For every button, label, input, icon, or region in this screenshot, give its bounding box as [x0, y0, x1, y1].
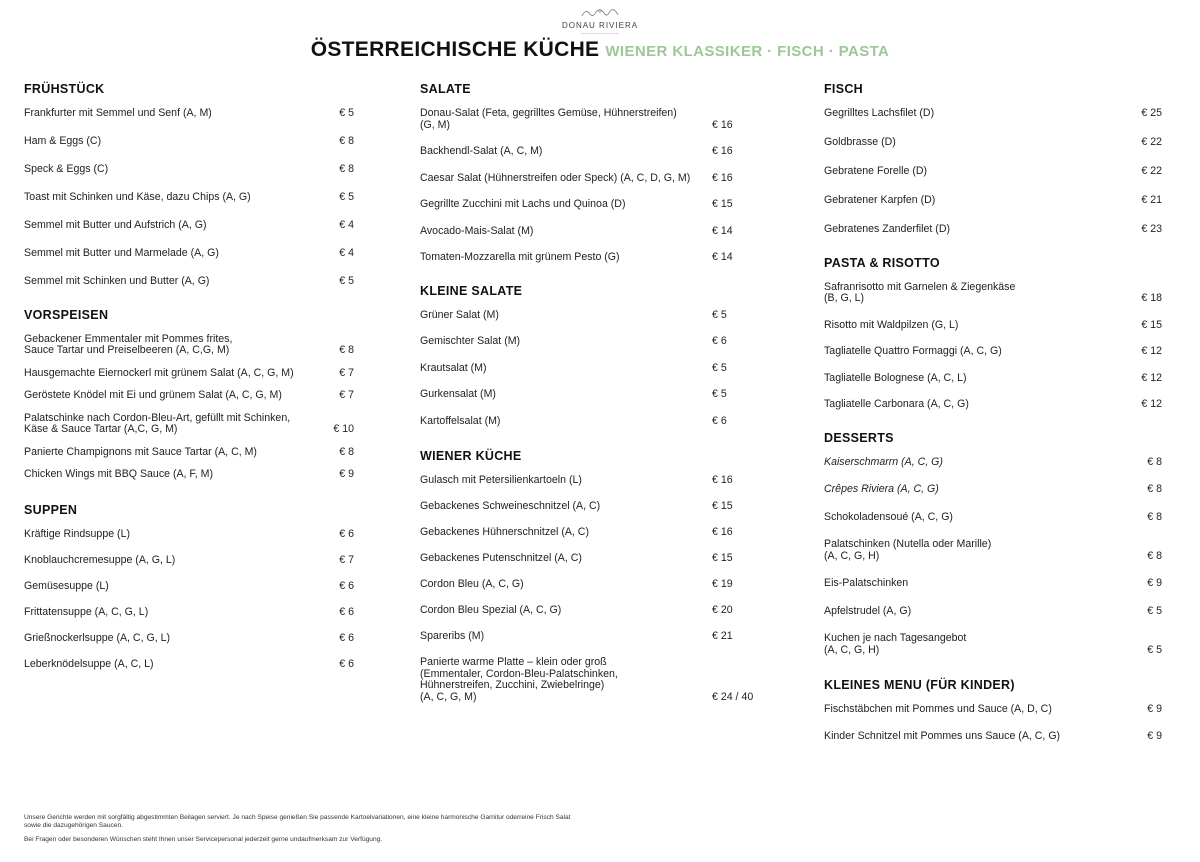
menu-item — [24, 529, 354, 541]
menu-item-price: € 8 — [339, 445, 354, 458]
menu-item — [420, 226, 760, 238]
menu-item-name: Semmel mit Butter und Marmelade (A, G) — [24, 247, 219, 259]
menu-item — [420, 501, 760, 513]
menu-item-price: € 16 — [712, 526, 733, 538]
menu-item-name: Krautsalat (M) — [420, 361, 487, 374]
menu-item-name: Goldbrasse (D) — [824, 136, 896, 148]
menu-item-name: Kuchen je nach Tagesangebot (A, C, G, H) — [824, 632, 967, 656]
menu-item-price: € 7 — [339, 389, 354, 401]
menu-item — [24, 248, 354, 260]
menu-item-name: Risotto mit Waldpilzen (G, L) — [824, 318, 959, 331]
menu-item — [824, 512, 1162, 524]
menu-item-name: Avocado-Mais-Salat (M) — [420, 224, 534, 237]
menu-item — [824, 578, 1162, 590]
menu-title: ÖSTERREICHISCHE KÜCHE — [310, 38, 600, 61]
menu-item — [24, 192, 354, 204]
menu-item-name: Grüner Salat (M) — [420, 308, 499, 321]
menu-section — [824, 431, 1162, 657]
menu-section — [824, 256, 1162, 411]
menu-item-name: Safranrisotto mit Garnelen & Ziegenkäse (B, G, L) — [824, 280, 1016, 304]
menu-item-price: € 8 — [339, 135, 354, 147]
menu-item-name: Frittatensuppe (A, C, G, L) — [24, 605, 149, 618]
menu-item-name: Tagliatelle Bolognese (A, C, L) — [824, 371, 967, 384]
menu-item — [420, 173, 760, 185]
menu-item-price: € 6 — [339, 579, 354, 592]
menu-item-price: € 7 — [339, 553, 354, 566]
menu-item-name: Schokoladensoué (A, C, G) — [824, 510, 953, 523]
menu-item-price: € 24 / 40 — [712, 690, 754, 703]
menu-item — [24, 276, 354, 288]
section-title: KLEINE SALATE — [420, 283, 523, 298]
menu-item-price: € 16 — [712, 118, 733, 131]
menu-item-price: € 12 — [1141, 398, 1162, 410]
logo-ornament-icon — [580, 6, 620, 20]
menu-item — [824, 195, 1162, 207]
menu-item — [824, 457, 1162, 469]
menu-item-price: € 22 — [1141, 136, 1162, 148]
menu-item-name: Gebackenes Schweineschnitzel (A, C) — [420, 500, 601, 512]
menu-item-name: Speck & Eggs (C) — [24, 163, 109, 175]
menu-item — [824, 731, 1162, 743]
restaurant-logo — [540, 6, 660, 37]
menu-item-price: € 20 — [712, 604, 733, 616]
menu-item-name: Fischstäbchen mit Pommes und Sauce (A, D, C) — [824, 703, 1052, 715]
menu-item — [24, 368, 354, 380]
menu-item-price: € 22 — [1141, 165, 1162, 177]
section-title: SALATE — [420, 82, 471, 96]
menu-item-name: Gemüsesuppe (L) — [24, 579, 109, 592]
menu-item — [420, 579, 760, 591]
menu-item-price: € 8 — [339, 344, 354, 356]
menu-item-price: € 8 — [1147, 549, 1162, 562]
menu-item-name: Semmel mit Butter und Aufstrich (A, G) — [24, 219, 207, 231]
menu-item-name: Gebratenes Zanderfilet (D) — [824, 223, 951, 235]
menu-item — [824, 399, 1162, 411]
menu-item — [24, 108, 354, 120]
menu-section — [824, 82, 1162, 236]
menu-item — [824, 704, 1162, 716]
menu-item-name: Panierte warme Platte – klein oder groß (Emmentaler, Cordon-Bleu-Palatschinken, Hühnerstreifen, Zucchini, Zwiebelringe) (A, C, G, M) — [420, 656, 618, 703]
menu-item-name: Backhendl-Salat (A, C, M) — [420, 145, 543, 157]
menu-section — [420, 82, 760, 264]
menu-section — [420, 284, 760, 428]
menu-item — [420, 310, 760, 322]
menu-item-name: Chicken Wings mit BBQ Sauce (A, F, M) — [24, 468, 213, 480]
menu-item-name: Semmel mit Schinken und Butter (A, G) — [24, 275, 210, 287]
menu-item-name: Kartoffelsalat (M) — [420, 414, 501, 427]
menu-item — [24, 220, 354, 232]
menu-item-name: Grießnockerlsuppe (A, C, G, L) — [24, 631, 171, 644]
menu-item — [824, 137, 1162, 149]
section-title: KLEINES MENU (FÜR KINDER) — [824, 678, 1015, 692]
menu-item-price: € 5 — [339, 191, 354, 203]
menu-item-price: € 5 — [712, 308, 727, 321]
menu-item — [420, 475, 760, 487]
menu-item-name: Cordon Bleu Spezial (A, C, G) — [420, 604, 562, 616]
menu-item-name: Apfelstrudel (A, G) — [824, 604, 912, 617]
menu-item-name: Frankfurter mit Semmel und Senf (A, M) — [24, 107, 212, 119]
section-title: WIENER KÜCHE — [420, 449, 522, 463]
menu-item — [824, 633, 1162, 656]
menu-item-name: Gebratene Forelle (D) — [824, 165, 928, 177]
menu-item-name: Knoblauchcremesuppe (A, G, L) — [24, 553, 176, 566]
menu-item-price: € 21 — [1141, 194, 1162, 206]
menu-item-price: € 21 — [712, 630, 733, 642]
menu-item-price: € 16 — [712, 145, 733, 157]
section-title: SUPPEN — [24, 502, 78, 517]
menu-item-name: Gebackenes Putenschnitzel (A, C) — [420, 552, 582, 564]
menu-item-price: € 9 — [1147, 729, 1162, 742]
menu-item-price: € 6 — [339, 657, 354, 670]
menu-item-name: Palatschinken (Nutella oder Marille) (A, C, G, H) — [824, 538, 992, 562]
menu-item-name: Geröstete Knödel mit Ei und grünem Salat (A, C, G, M) — [24, 389, 282, 401]
menu-item-price: € 8 — [1147, 455, 1162, 468]
menu-footer — [24, 814, 584, 850]
menu-item-price: € 10 — [333, 423, 354, 435]
menu-item-name: Kräftige Rindsuppe (L) — [24, 527, 130, 540]
menu-item-name: Donau-Salat (Feta, gegrilltes Gemüse, Hühnerstreifen) (G, M) — [420, 107, 677, 131]
menu-item-price: € 16 — [712, 171, 733, 184]
menu-item-price: € 8 — [1147, 483, 1162, 495]
menu-item-name: Gebratener Karpfen (D) — [824, 194, 936, 206]
menu-item-price: € 25 — [1141, 107, 1162, 119]
menu-item-price: € 6 — [712, 414, 727, 427]
menu-item-name: Hausgemachte Eiernockerl mit grünem Salat (A, C, G, M) — [24, 366, 294, 379]
menu-item — [824, 166, 1162, 178]
menu-item-name: Gulasch mit Petersilienkartoeln (L) — [420, 474, 582, 486]
menu-subtitle: WIENER KLASSIKER · FISCH · PASTA — [605, 43, 890, 60]
section-title: FISCH — [824, 82, 863, 96]
menu-item-price: € 12 — [1141, 371, 1162, 384]
menu-item — [824, 320, 1162, 332]
menu-item-price: € 15 — [712, 198, 733, 210]
menu-column-middle — [420, 82, 760, 703]
menu-item-price: € 14 — [712, 224, 733, 237]
menu-item-price: € 6 — [339, 631, 354, 644]
menu-item-name: Gemischter Salat (M) — [420, 335, 521, 347]
menu-item — [824, 224, 1162, 236]
menu-item — [420, 108, 760, 131]
menu-item-name: Kinder Schnitzel mit Pommes uns Sauce (A, C, G) — [824, 729, 1061, 742]
menu-section — [824, 678, 1162, 742]
menu-item — [24, 447, 354, 459]
menu-item — [420, 389, 760, 401]
logo-tagline-mark: ——————— — [580, 31, 620, 37]
footer-note-service: Bei Fragen oder besonderen Wünschen steht Ihnen unser Servicepersonal jederzeit gerne undaufmerksam zur Verfügung. — [24, 836, 383, 843]
section-title: FRÜHSTÜCK — [24, 82, 105, 96]
menu-item-price: € 5 — [339, 275, 354, 287]
menu-item-price: € 18 — [1141, 292, 1162, 304]
menu-item — [24, 334, 354, 357]
footer-note-sides: Unsere Gerichte werden mit sorgfältig abgestimmten Beilagen serviert. Je nach Speise genießen Sie passende Kartoelvariationen, eine kleine harmonische Garnitur oderreine Frisch Salat sowie die dazugehörigen Saucen. — [24, 814, 571, 829]
menu-item-price: € 6 — [339, 605, 354, 618]
menu-item — [824, 346, 1162, 358]
menu-item-price: € 19 — [712, 578, 733, 590]
menu-section — [24, 82, 354, 288]
menu-item — [24, 469, 354, 481]
menu-item-price: € 15 — [712, 500, 733, 512]
menu-item-price: € 6 — [712, 335, 727, 347]
menu-item — [420, 553, 760, 565]
menu-item-name: Gebackener Emmentaler mit Pommes frites, Sauce Tartar und Preiselbeeren (A, C,G, M) — [24, 332, 233, 356]
section-title: PASTA & RISOTTO — [824, 255, 940, 270]
menu-item — [420, 416, 760, 428]
menu-item-price: € 14 — [712, 251, 733, 263]
menu-item-price: € 9 — [339, 468, 354, 480]
menu-item-price: € 5 — [1147, 604, 1162, 617]
menu-item — [824, 539, 1162, 562]
menu-item — [24, 164, 354, 176]
menu-item-name: Gegrillte Zucchini mit Lachs und Quinoa (D) — [420, 198, 626, 210]
menu-item — [24, 136, 354, 148]
menu-item-name: Gurkensalat (M) — [420, 388, 496, 400]
menu-item-name: Panierte Champignons mit Sauce Tartar (A, C, M) — [24, 445, 257, 458]
section-title: DESSERTS — [824, 430, 894, 445]
menu-item-price: € 9 — [1147, 703, 1162, 715]
menu-item — [420, 363, 760, 375]
menu-item-price: € 5 — [712, 388, 727, 400]
menu-item-price: € 16 — [712, 474, 733, 486]
menu-item-price: € 23 — [1141, 223, 1162, 235]
menu-item — [24, 607, 354, 619]
menu-item — [420, 631, 760, 643]
menu-item — [24, 555, 354, 567]
menu-item-name: Gegrilltes Lachsfilet (D) — [824, 107, 935, 119]
menu-item — [420, 657, 760, 703]
menu-item — [24, 390, 354, 402]
menu-item-price: € 4 — [339, 219, 354, 231]
menu-item-name: Caesar Salat (Hühnerstreifen oder Speck) (A, C, D, G, M) — [420, 171, 691, 184]
section-title: VORSPEISEN — [24, 307, 109, 322]
menu-heading — [0, 38, 1200, 62]
menu-item-price: € 4 — [339, 247, 354, 259]
menu-item-name: Tagliatelle Carbonara (A, C, G) — [824, 398, 969, 410]
menu-item — [420, 336, 760, 348]
menu-item-name: Leberknödelsuppe (A, C, L) — [24, 657, 154, 670]
menu-item-price: € 15 — [1141, 318, 1162, 331]
menu-item-name: Tomaten-Mozzarella mit grünem Pesto (G) — [420, 251, 620, 263]
menu-item-name: Palatschinke nach Cordon-Bleu-Art, gefüllt mit Schinken, Käse & Sauce Tartar (A,C, G, M) — [24, 411, 291, 435]
menu-item-price: € 5 — [339, 107, 354, 119]
menu-item — [824, 606, 1162, 618]
menu-item — [24, 581, 354, 593]
menu-item-price: € 5 — [712, 361, 727, 374]
menu-item — [420, 146, 760, 158]
menu-item — [420, 252, 760, 264]
menu-item — [24, 659, 354, 671]
menu-item-price: € 15 — [712, 552, 733, 564]
logo-text: DONAU RIVIERA — [561, 21, 639, 30]
menu-item-name: Ham & Eggs (C) — [24, 135, 102, 147]
menu-item — [824, 484, 1162, 496]
menu-item-price: € 5 — [1147, 643, 1162, 656]
menu-item — [420, 527, 760, 539]
menu-item — [420, 605, 760, 617]
menu-item — [420, 199, 760, 211]
menu-section — [24, 308, 354, 481]
menu-item-price: € 7 — [339, 366, 354, 379]
menu-item-name: Tagliatelle Quattro Formaggi (A, C, G) — [824, 345, 1002, 357]
menu-item — [24, 413, 354, 436]
menu-item-name: Eis-Palatschinken — [824, 577, 909, 589]
menu-item-price: € 8 — [339, 163, 354, 175]
menu-item-price: € 8 — [1147, 510, 1162, 523]
menu-column-right — [824, 82, 1162, 742]
menu-item-name: Kaiserschmarrn (A, C, G) — [824, 455, 943, 468]
menu-item — [24, 633, 354, 645]
menu-section — [420, 449, 760, 703]
menu-item-name: Spareribs (M) — [420, 630, 485, 642]
menu-item — [824, 108, 1162, 120]
menu-item-name: Crêpes Riviera (A, C, G) — [824, 483, 939, 495]
menu-item — [824, 282, 1162, 305]
menu-item-price: € 9 — [1147, 577, 1162, 589]
menu-section — [24, 503, 354, 671]
menu-item-name: Toast mit Schinken und Käse, dazu Chips (A, G) — [24, 191, 251, 203]
menu-item-price: € 6 — [339, 527, 354, 540]
menu-item-price: € 12 — [1141, 345, 1162, 357]
menu-item-name: Gebackenes Hühnerschnitzel (A, C) — [420, 526, 589, 538]
menu-item-name: Cordon Bleu (A, C, G) — [420, 578, 524, 590]
menu-column-left — [24, 82, 354, 670]
menu-item — [824, 373, 1162, 385]
